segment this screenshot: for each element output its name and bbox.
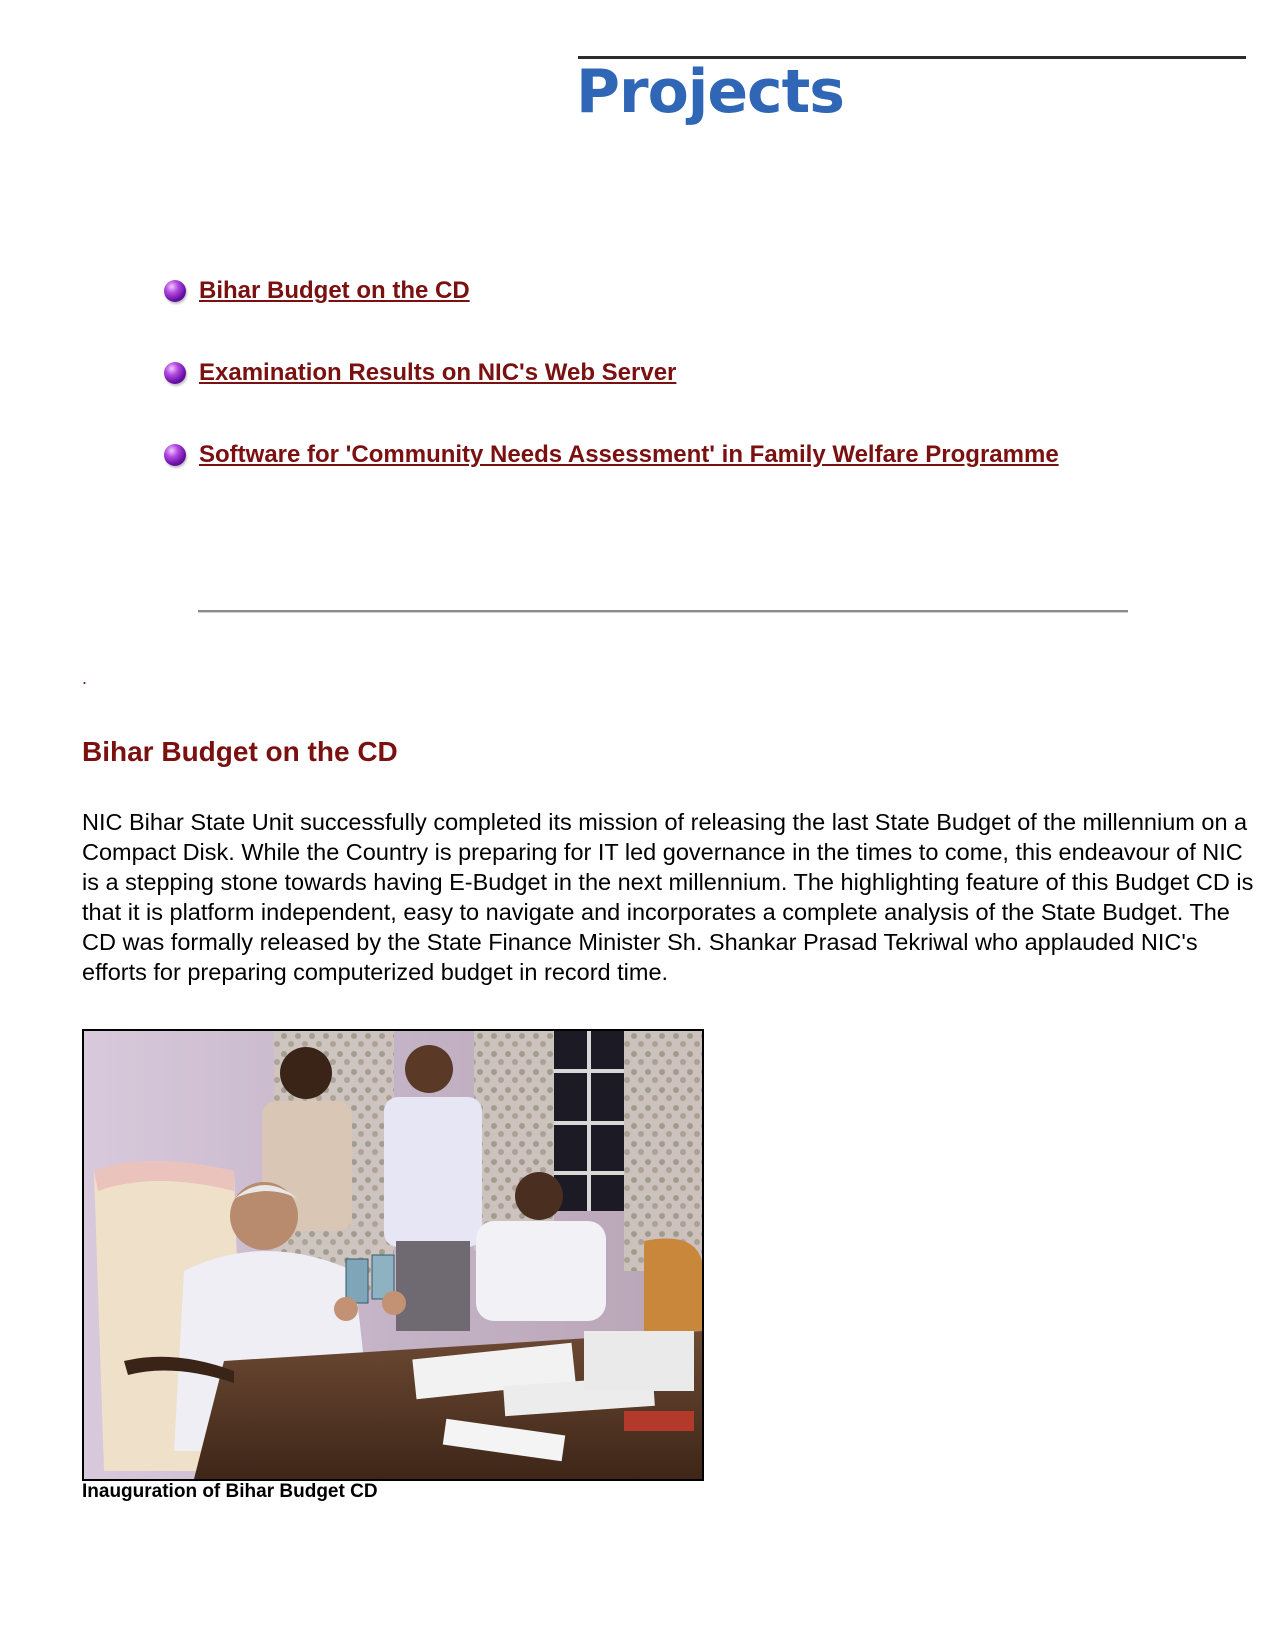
purple-sphere-bullet-icon (164, 280, 186, 302)
list-item (164, 358, 1059, 440)
section-divider (198, 610, 1128, 612)
photo-caption: Inauguration of Bihar Budget CD (82, 1481, 378, 1502)
purple-sphere-bullet-icon (164, 362, 186, 384)
page-title: Projects (576, 57, 845, 127)
list-item (164, 276, 1059, 358)
link-examination-results[interactable]: Examination Results on NIC's Web Server (199, 359, 677, 386)
section-heading: Bihar Budget on the CD (82, 736, 398, 767)
inauguration-photo (82, 1029, 704, 1481)
project-link-list (164, 276, 1059, 522)
photo-illustration (84, 1031, 702, 1479)
anchor-dot: . (82, 668, 88, 688)
section-body-text: NIC Bihar State Unit successfully completed its mission of releasing the last State Budget of the millennium on a Compact Disk. While the Country is preparing for IT led governance in the times to come, this endeavour of NIC is a stepping stone towards having E-Budget in the next millennium. The highlighting feature of this Budget CD is that it is platform independent, easy to navigate and incorporates a complete analysis of the State Budget. The CD was formally released by the State Finance Minister Sh. Shankar Prasad Tekriwal who applauded NIC's efforts for preparing computerized budget in record time. (82, 809, 1254, 985)
link-bihar-budget-cd[interactable]: Bihar Budget on the CD (199, 277, 470, 304)
link-community-needs-assessment[interactable]: Software for 'Community Needs Assessment' in Family Welfare Programme (199, 441, 1059, 468)
purple-sphere-bullet-icon (164, 444, 186, 466)
list-item (164, 440, 1059, 522)
